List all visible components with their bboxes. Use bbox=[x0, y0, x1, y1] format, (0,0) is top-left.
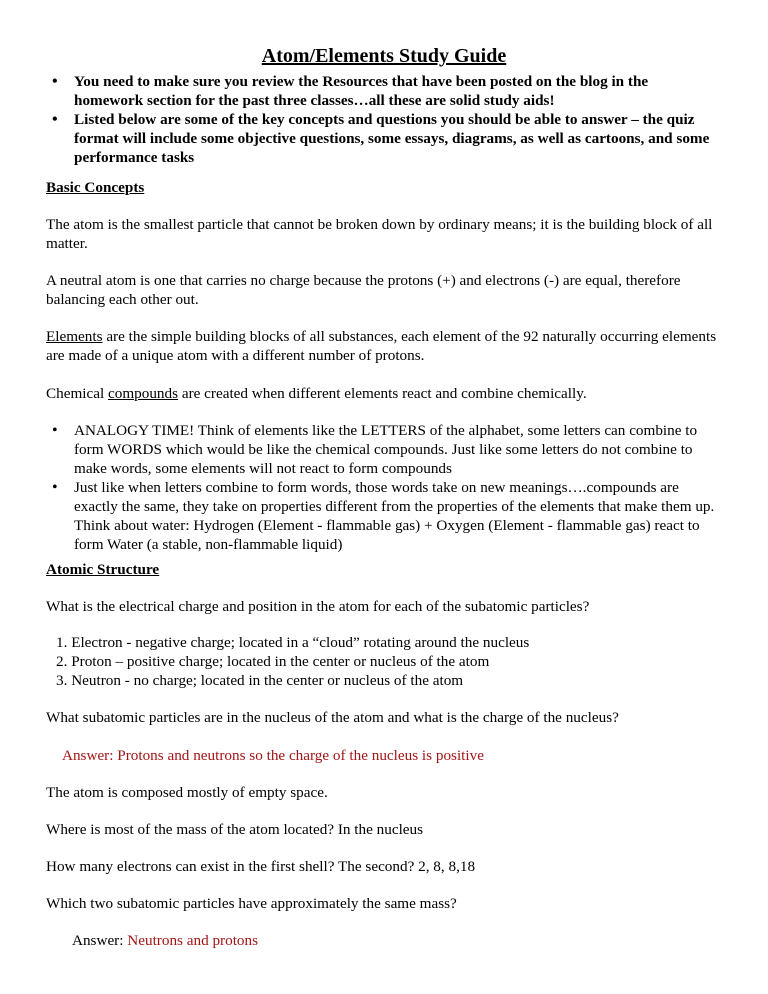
question-electron-shells: How many electrons can exist in the first shell? The second? 2, 8, 8,18 bbox=[46, 858, 476, 875]
answer-equal-mass bbox=[72, 931, 752, 950]
answer-nucleus: Answer: Protons and neutrons so the charge of the nucleus is positive bbox=[62, 747, 484, 764]
analogy-bullet: • Just like when letters combine to form words, those words take on new meanings….compounds are exactly the same, they take on properties different from the properties of the elements that make them up. Think about water: Hydrogen (Element - flammable gas) + Oxygen (Element - flammable gas) react to form Water (a stable, non-flammable liquid) bbox=[52, 478, 722, 554]
compounds-paragraph bbox=[46, 384, 726, 403]
atom-definition-paragraph: The atom is the smallest particle that cannot be broken down by ordinary means; it is the building block of all matter. bbox=[46, 216, 713, 252]
particle-list-item: 2. Proton – positive charge; located in the center or nucleus of the atom bbox=[56, 653, 490, 670]
question-subatomic-charge: What is the electrical charge and position in the atom for each of the subatomic particles? bbox=[46, 598, 590, 615]
analogy-bullet: • ANALOGY TIME! Think of elements like the LETTERS of the alphabet, some letters can combine to form WORDS which would be like the chemical compounds. Just like some letters do not combine to make words, some elements will not react to form compounds bbox=[52, 421, 722, 478]
compounds-prefix: Chemical bbox=[46, 385, 108, 402]
elements-paragraph bbox=[46, 327, 726, 365]
answer-label: Answer: bbox=[72, 932, 128, 949]
basic-concepts-heading: Basic Concepts bbox=[46, 179, 145, 196]
elements-text: are the simple building blocks of all substances, each element of the 92 naturally occurring elements are made of a unique atom with a different number of protons. bbox=[46, 328, 717, 364]
analogy-bullet-list bbox=[52, 421, 722, 554]
atomic-structure-heading: Atomic Structure bbox=[46, 561, 160, 578]
particle-list-item: 1. Electron - negative charge; located in a “cloud” rotating around the nucleus bbox=[56, 634, 530, 651]
intro-bullet-list bbox=[52, 72, 712, 167]
elements-term: Elements bbox=[46, 328, 103, 345]
intro-bullet: • Listed below are some of the key concepts and questions you should be able to answer – the quiz format will include some objective questions, some essays, diagrams, as well as cartoons, and some performance tasks bbox=[52, 110, 712, 167]
particle-list bbox=[56, 633, 716, 690]
neutral-atom-paragraph: A neutral atom is one that carries no charge because the protons (+) and electrons (-) are equal, therefore balancing each other out. bbox=[46, 272, 681, 308]
empty-space-statement: The atom is composed mostly of empty space. bbox=[46, 784, 328, 801]
question-nucleus-particles: What subatomic particles are in the nucleus of the atom and what is the charge of the nucleus? bbox=[46, 709, 619, 726]
intro-bullet: • You need to make sure you review the Resources that have been posted on the blog in the homework section for the past three classes…all these are solid study aids! bbox=[52, 72, 712, 110]
compounds-term: compounds bbox=[108, 385, 179, 402]
particle-list-item: 3. Neutron - no charge; located in the center or nucleus of the atom bbox=[56, 672, 464, 689]
page-title: Atom/Elements Study Guide bbox=[261, 45, 507, 67]
question-mass-location: Where is most of the mass of the atom located? In the nucleus bbox=[46, 821, 424, 838]
compounds-text: are created when different elements react and combine chemically. bbox=[178, 385, 587, 402]
answer-value: Neutrons and protons bbox=[127, 932, 259, 949]
question-equal-mass: Which two subatomic particles have approximately the same mass? bbox=[46, 895, 457, 912]
